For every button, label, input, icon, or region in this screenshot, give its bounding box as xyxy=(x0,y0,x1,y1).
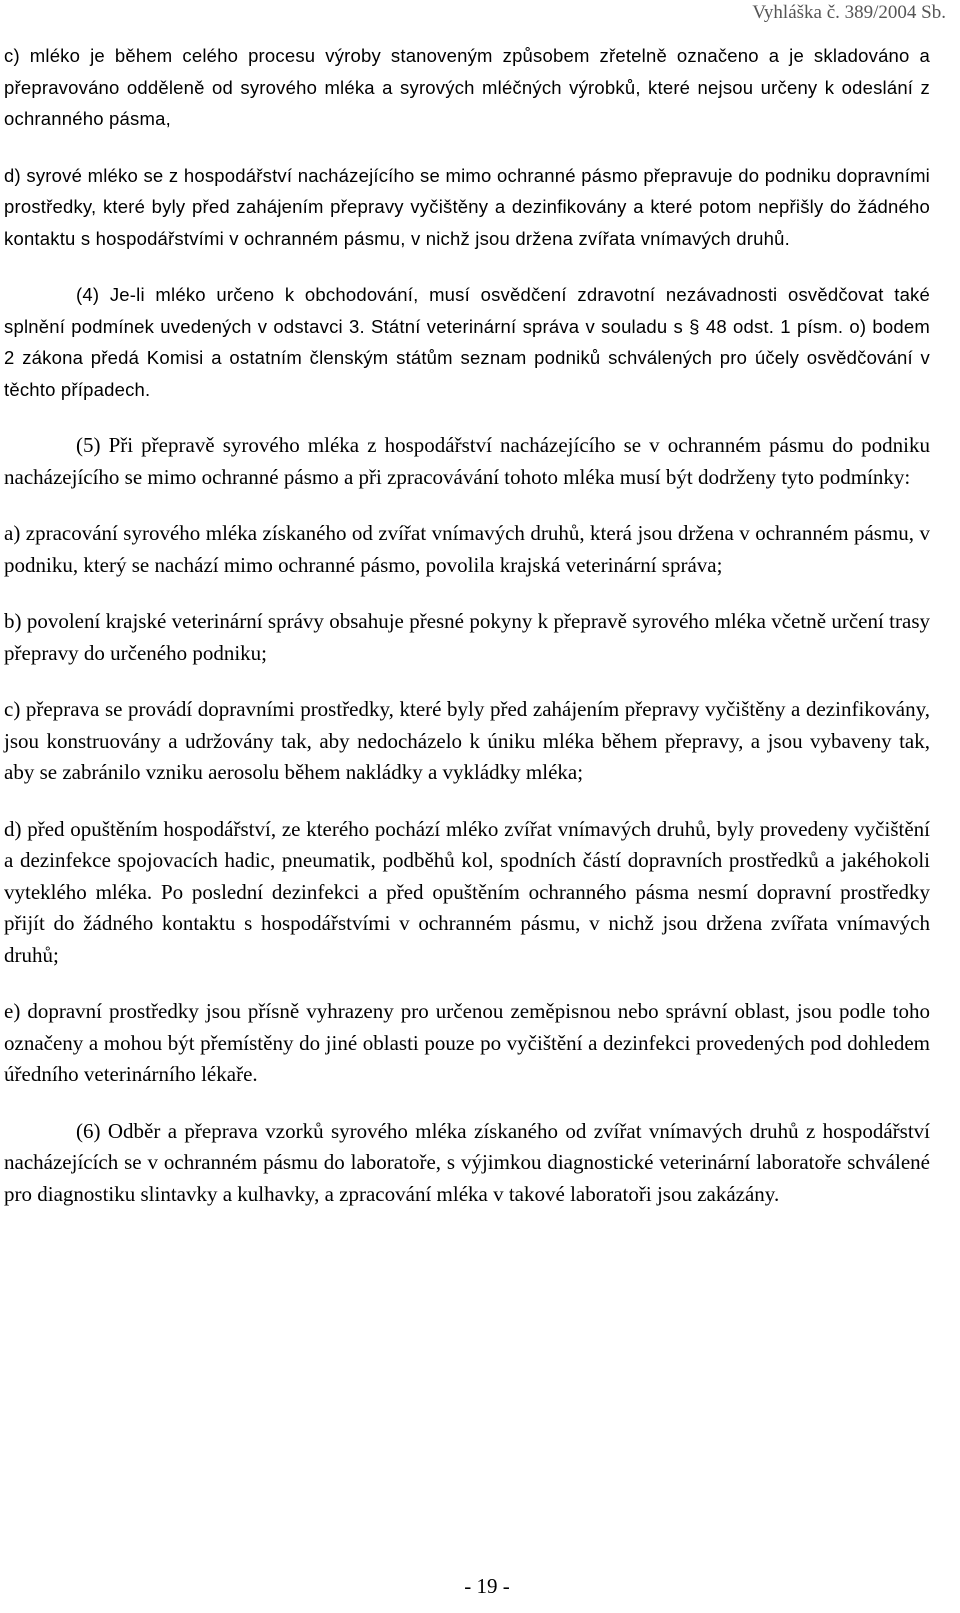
paragraph-6: (6) Odběr a přeprava vzorků syrového mléka získaného od zvířat vnímavých druhů z hospodářství nacházejících se v ochranném pásmu do laboratoře, s výjimkou diagnostické veterinární laboratoře schválené pro diagnostiku slintavky a kulhavky, a zpracování mléka v takové laboratoři jsou zakázány. xyxy=(4,1118,930,1206)
paragraph-5d: d) před opuštěním hospodářství, ze kterého pochází mléko zvířat vnímavých druhů, byly provedeny vyčištění a dezinfekce spojovacích hadic, pneumatik, podběhů kol, spodních částí dopravních prostředků a jakéhokoli vyteklého mléka. Po poslední dezinfekci a před opuštěním ochranného pásma nesmí dopravní prostředky přijít do žádného kontaktu s hospodářstvími v ochranném pásmu, v nichž jsou držena zvířata vnímavých druhů; xyxy=(4,816,930,967)
document-header: Vyhláška č. 389/2004 Sb. xyxy=(752,2,946,23)
paragraph-3d: d) syrové mléko se z hospodářství nacházejícího se mimo ochranné pásmo přepravuje do podniku dopravními prostředky, které byly před zahájením přepravy vyčištěny a dezinfikovány a které potom nepřišly do žádného kontaktu s hospodářstvími v ochranném pásmu, v nichž jsou držena zvířata vnímavých druhů. xyxy=(4,164,930,249)
paragraph-5b: b) povolení krajské veterinární správy obsahuje přesné pokyny k přepravě syrového mléka včetně určení trasy přepravy do určeného podniku; xyxy=(4,609,930,665)
paragraph-5a: a) zpracování syrového mléka získaného od zvířat vnímavých druhů, která jsou držena v ochranném pásmu, v podniku, který se nachází mimo ochranné pásmo, povolila krajská veterinární správa; xyxy=(4,521,930,577)
paragraph-4: (4) Je-li mléko určeno k obchodování, musí osvědčení zdravotní nezávadnosti osvědčovat také splnění podmínek uvedených v odstavci 3. Státní veterinární správa v souladu s § 48 odst. 1 písm. o) bodem 2 zákona předá Komisi a ostatním členským státům seznam podniků schválených pro účely osvědčování v těchto případech. xyxy=(4,284,930,400)
document-body xyxy=(4,40,930,1210)
paragraph-5e: e) dopravní prostředky jsou přísně vyhrazeny pro určenou zeměpisnou nebo správní oblast, jsou podle toho označeny a mohou být přemístěny do jiné oblasti pouze po vyčištění a dezinfekci provedených pod dohledem úředního veterinárního lékaře. xyxy=(4,999,930,1086)
paragraph-3c: c) mléko je během celého procesu výroby stanoveným způsobem zřetelně označeno a je skladováno a přepravováno odděleně od syrového mléka a syrových mléčných výrobků, které nejsou určeny k odeslání z ochranného pásma, xyxy=(4,45,930,129)
page-footer xyxy=(0,1574,960,1599)
paragraph-5: (5) Při přepravě syrového mléka z hospodářství nacházejícího se v ochranném pásmu do podniku nacházejícího se mimo ochranné pásmo a při zpracovávání tohoto mléka musí být dodrženy tyto podmínky: xyxy=(4,433,930,489)
paragraph-5c: c) přeprava se provádí dopravními prostředky, které byly před zahájením přepravy vyčištěny a dezinfikovány, jsou konstruovány a udržovány tak, aby nedocházelo k úniku mléka během přepravy, a jsou vybaveny tak, aby se zabránilo vzniku aerosolu během nakládky a vykládky mléka; xyxy=(4,697,930,784)
page-number: - 19 - xyxy=(464,1574,510,1598)
